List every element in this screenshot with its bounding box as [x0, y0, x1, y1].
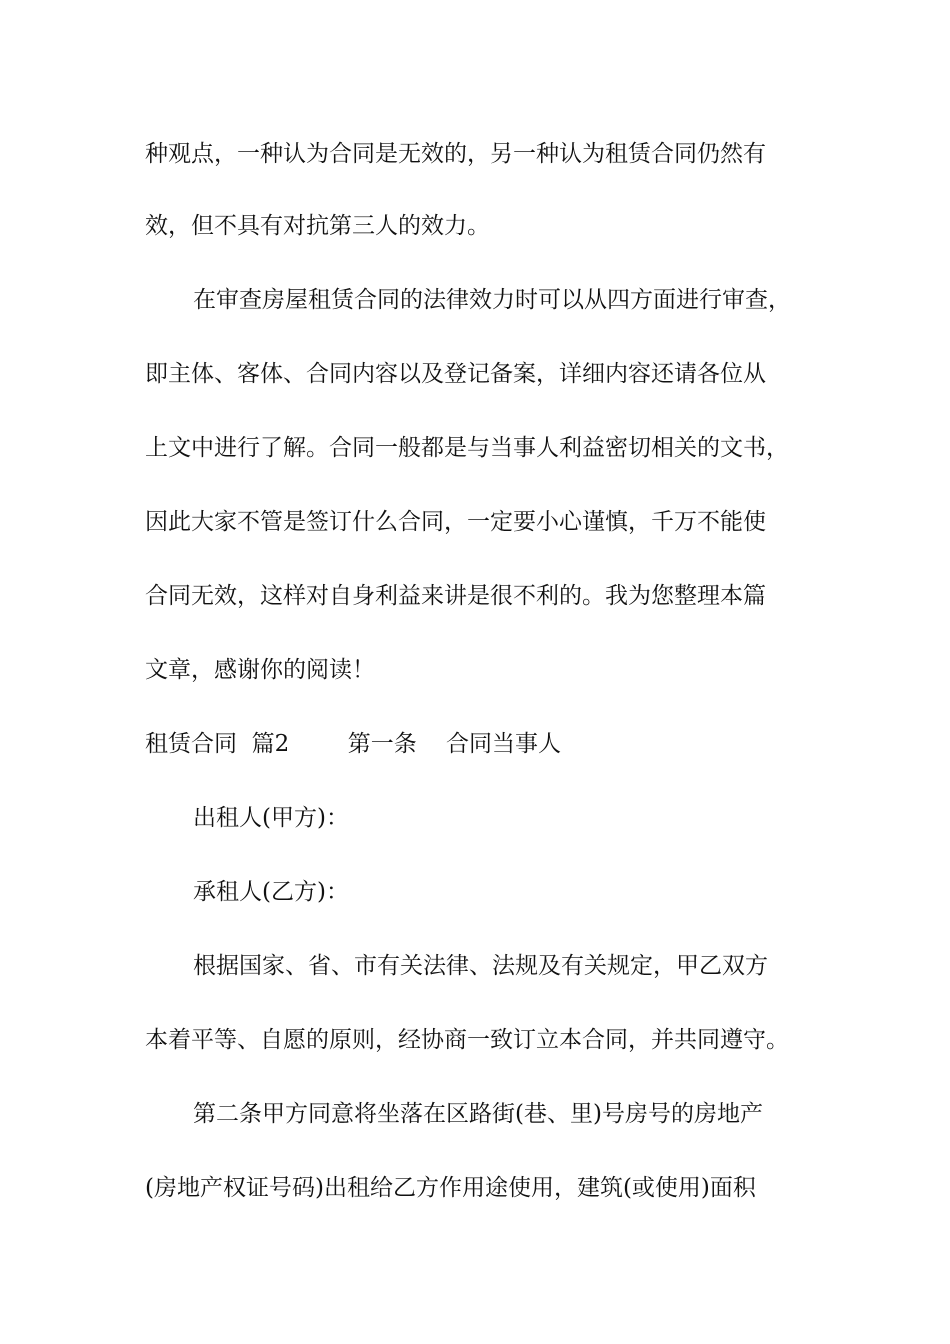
paragraph-start-line: 第二条甲方同意将坐落在区路街(巷、里)号房号的房地产	[193, 1101, 763, 1127]
text-line: (房地产权证号码)出租给乙方作用途使用，建筑(或使用)面积	[145, 1175, 756, 1201]
text-line: 种观点，一种认为合同是无效的，另一种认为租赁合同仍然有	[145, 141, 766, 167]
text-line: 合同无效，这样对自身利益来讲是很不利的。我为您整理本篇	[145, 583, 766, 609]
text-line: 上文中进行了解。合同一般都是与当事人利益密切相关的文书，	[145, 435, 789, 461]
section-heading: 租赁合同 篇2 第一条 合同当事人	[145, 731, 561, 757]
text-line: 效，但不具有对抗第三人的效力。	[145, 213, 490, 239]
text-line: 本着平等、自愿的原则，经协商一致订立本合同，并共同遵守。	[145, 1027, 789, 1053]
text-line: 即主体、客体、合同内容以及登记备案，详细内容还请各位从	[145, 361, 766, 387]
text-line: 文章，感谢你的阅读！	[145, 657, 375, 683]
text-line: 因此大家不管是签订什么合同，一定要小心谨慎，千万不能使	[145, 509, 766, 535]
lessee-line: 承租人(乙方)：	[193, 879, 349, 905]
paragraph-start-line: 在审查房屋租赁合同的法律效力时可以从四方面进行审查，	[193, 287, 791, 313]
lessor-line: 出租人(甲方)：	[193, 805, 349, 831]
paragraph-start-line: 根据国家、省、市有关法律、法规及有关规定，甲乙双方	[193, 953, 768, 979]
